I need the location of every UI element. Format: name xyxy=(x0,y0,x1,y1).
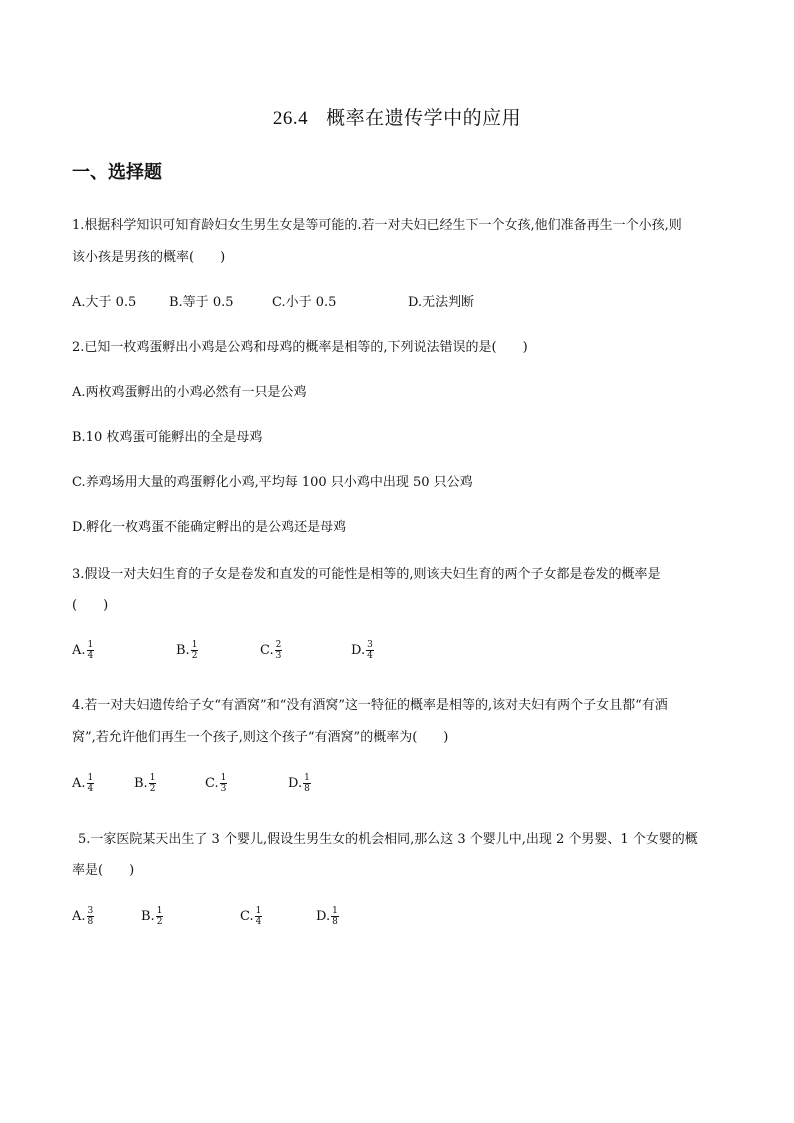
q4-option-c: C. $\frac{1}{3}$ xyxy=(205,773,227,794)
page-title xyxy=(0,103,794,130)
q1-option-d: D.无法判断 xyxy=(408,295,475,310)
q3-option-a: A. $\frac{1}{4}$ xyxy=(72,640,94,661)
title-text: 概率在遗传学中的应用 xyxy=(326,107,522,129)
q5-option-b: B. $\frac{1}{2}$ xyxy=(141,906,163,927)
q2-option-d: D.孵化一枚鸡蛋不能确定孵出的是公鸡还是母鸡 xyxy=(72,520,347,535)
q2-option-c: C.养鸡场用大量的鸡蛋孵化小鸡,平均每 100 只小鸡中出现 50 只公鸡 xyxy=(72,475,473,490)
q2-line1: 2.已知一枚鸡蛋孵出小鸡是公鸡和母鸡的概率是相等的,下列说法错误的是( ) xyxy=(72,340,528,355)
q3-option-d: D. $\frac{3}{4}$ xyxy=(351,640,373,661)
q5-option-a: A. $\frac{3}{8}$ xyxy=(72,906,94,927)
q1-option-c: C.小于 0.5 xyxy=(272,295,337,310)
section-heading: 一、选择题 xyxy=(72,162,162,183)
q4-option-b: B. $\frac{1}{2}$ xyxy=(134,773,156,794)
q3-line1: 3.假设一对夫妇生育的子女是卷发和直发的可能性是相等的,则该夫妇生育的两个子女都是卷发的概率是 xyxy=(72,567,661,582)
q3-line2: ( ) xyxy=(72,598,109,613)
q4-line1: 4.若一对夫妇遗传给子女“有酒窝”和“没有酒窝”这一特征的概率是相等的,该对夫妇有两个子女且都“有酒 xyxy=(72,698,668,713)
q5-option-c: C. $\frac{1}{4}$ xyxy=(240,906,262,927)
q1-option-b: B.等于 0.5 xyxy=(169,295,234,310)
q2-option-b: B.10 枚鸡蛋可能孵出的全是母鸡 xyxy=(72,430,263,445)
title-number: 26.4 xyxy=(272,108,309,129)
q4-option-d: D. $\frac{1}{8}$ xyxy=(288,773,310,794)
q3-option-b: B. $\frac{1}{2}$ xyxy=(176,640,198,661)
q5-line2: 率是( ) xyxy=(72,863,135,878)
q5-option-d: D. $\frac{1}{8}$ xyxy=(316,906,338,927)
q1-line2: 该小孩是男孩的概率( ) xyxy=(72,250,226,265)
q5-line1: 5.一家医院某天出生了 3 个婴儿,假设生男生女的机会相同,那么这 3 个婴儿中,出现 2 个男婴、1 个女婴的概 xyxy=(78,832,698,847)
q1-option-a: A.大于 0.5 xyxy=(72,295,137,310)
q2-option-a: A.两枚鸡蛋孵出的小鸡必然有一只是公鸡 xyxy=(72,385,307,400)
q1-line1: 1.根据科学知识可知育龄妇女生男生女是等可能的.若一对夫妇已经生下一个女孩,他们准备再生一个小孩,则 xyxy=(72,218,682,233)
q4-line2: 窝”,若允许他们再生一个孩子,则这个孩子“有酒窝”的概率为( ) xyxy=(72,730,449,745)
q3-option-c: C. $\frac{2}{3}$ xyxy=(260,640,282,661)
q4-option-a: A. $\frac{1}{4}$ xyxy=(72,773,94,794)
